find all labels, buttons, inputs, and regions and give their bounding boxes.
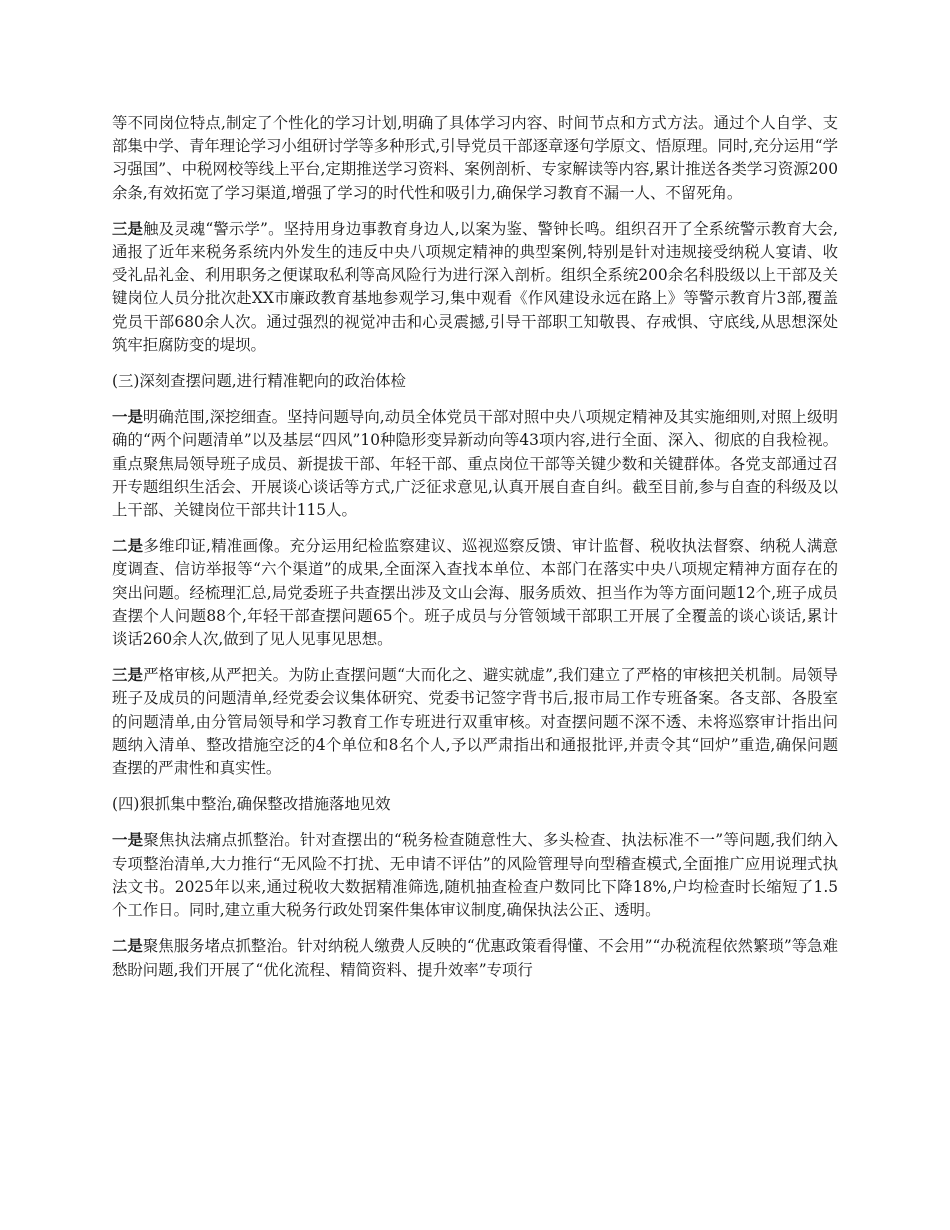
paragraph-strict-review bbox=[112, 664, 838, 780]
paragraph-enforcement-rectification bbox=[112, 829, 838, 922]
paragraph-text: 聚焦执法痛点抓整治。针对查摆出的“税务检查随意性大、多头检查、执法标准不一”等问题,我们纳入专项整治清单,大力推行“无风险不打扰、无申请不评估”的风险管理导向型稽查模式,全面推广应用说理式执法文书。2025年以来,通过税收大数据精准筛选,随机抽查检查户数同比下降18%,户均检查时长缩短了1.5个工作日。同时,建立重大税务行政处罚案件集体审议制度,确保执法公正、透明。 bbox=[112, 831, 838, 920]
paragraph-multi-verification bbox=[112, 535, 838, 651]
paragraph-lead: 二是 bbox=[112, 537, 144, 556]
paragraph-text: 多维印证,精准画像。充分运用纪检监察建议、巡视巡察反馈、审计监督、税收执法督察、纳税人满意度调查、信访举报等“六个渠道”的成果,全面深入查找本单位、本部门在落实中央八项规定精神方面存在的突出问题。经梳理汇总,局党委班子共查摆出涉及文山会海、服务质效、担当作为等方面问题12个,班子成员查摆个人问题88个,年轻干部查摆问题65个。班子成员与分管领域干部职工开展了全覆盖的谈心谈话,累计谈话260余人次,做到了见人见事见思想。 bbox=[112, 537, 838, 649]
paragraph-warning-study bbox=[112, 218, 838, 357]
paragraph-text: 严格审核,从严把关。为防止查摆问题“大而化之、避实就虚”,我们建立了严格的审核把关机制。局领导班子及成员的问题清单,经党委会议集体研究、党委书记签字背书后,报市局工作专班备案。各支部、各股室的问题清单,由分管局领导和学习教育工作专班进行双重审核。对查摆问题不深不透、未将巡察审计指出问题纳入清单、整改措施空泛的4个单位和8名个人,予以严肃指出和通报批评,并责令其“回炉”重造,确保问题查摆的严肃性和真实性。 bbox=[112, 666, 838, 778]
section-heading-3: (三)深刻查摆问题,进行精准靶向的政治体检 bbox=[112, 372, 406, 391]
paragraph-text: 触及灵魂“警示学”。坚持用身边事教育身边人,以案为鉴、警钟长鸣。组织召开了全系统警示教育大会,通报了近年来税务系统内外发生的违反中央八项规定精神的典型案例,特别是针对违规接受纳税人宴请、收受礼品礼金、利用职务之便谋取私利等高风险行为进行深入剖析。组织全系统200余名科股级以上干部及关键岗位人员分批次赴XX市廉政教育基地参观学习,集中观看《作风建设永远在路上》等警示教育片3部,覆盖党员干部680余人次。通过强烈的视觉冲击和心灵震撼,引导干部职工知敬畏、存戒惧、守底线,从思想深处筑牢拒腐防变的堤坝。 bbox=[112, 219, 838, 354]
paragraph-study-plan bbox=[112, 112, 838, 205]
paragraph-lead: 二是 bbox=[112, 937, 143, 956]
paragraph-text: 聚焦服务堵点抓整治。针对纳税人缴费人反映的“优惠政策看得懂、不会用”“办税流程依然繁琐”等急难愁盼问题,我们开展了“优化流程、精简资料、提升效率”专项行 bbox=[112, 937, 838, 979]
paragraph-text: 明确范围,深挖细查。坚持问题导向,动员全体党员干部对照中央八项规定精神及其实施细则,对照上级明确的“两个问题清单”以及基层“四风”10种隐形变异新动向等43项内容,进行全面、深入、彻底的自我检视。重点聚焦局领导班子成员、新提拔干部、年轻干部、重点岗位干部等关键少数和关键群体。各党支部通过召开专题组织生活会、开展谈心谈话等方式,广泛征求意见,认真开展自查自纠。截至目前,参与自查的科级及以上干部、关键岗位干部共计115人。 bbox=[112, 408, 838, 520]
paragraph-lead: 一是 bbox=[112, 408, 143, 427]
paragraph-lead: 一是 bbox=[112, 831, 144, 850]
paragraph-service-rectification bbox=[112, 935, 838, 981]
paragraph-define-scope bbox=[112, 406, 838, 522]
paragraph-lead: 三是 bbox=[112, 219, 144, 238]
paragraph-text: 等不同岗位特点,制定了个性化的学习计划,明确了具体学习内容、时间节点和方式方法。通过个人自学、支部集中学、青年理论学习小组研讨学等多种形式,引导党员干部逐章逐句学原文、悟原理。同时,充分运用“学习强国”、中税网校等线上平台,定期推送学习资料、案例剖析、专家解读等内容,累计推送各类学习资源200余条,有效拓宽了学习渠道,增强了学习的时代性和吸引力,确保学习教育不漏一人、不留死角。 bbox=[112, 114, 838, 202]
paragraph-lead: 三是 bbox=[112, 666, 144, 685]
section-heading-4: (四)狠抓集中整治,确保整改措施落地见效 bbox=[112, 795, 391, 814]
